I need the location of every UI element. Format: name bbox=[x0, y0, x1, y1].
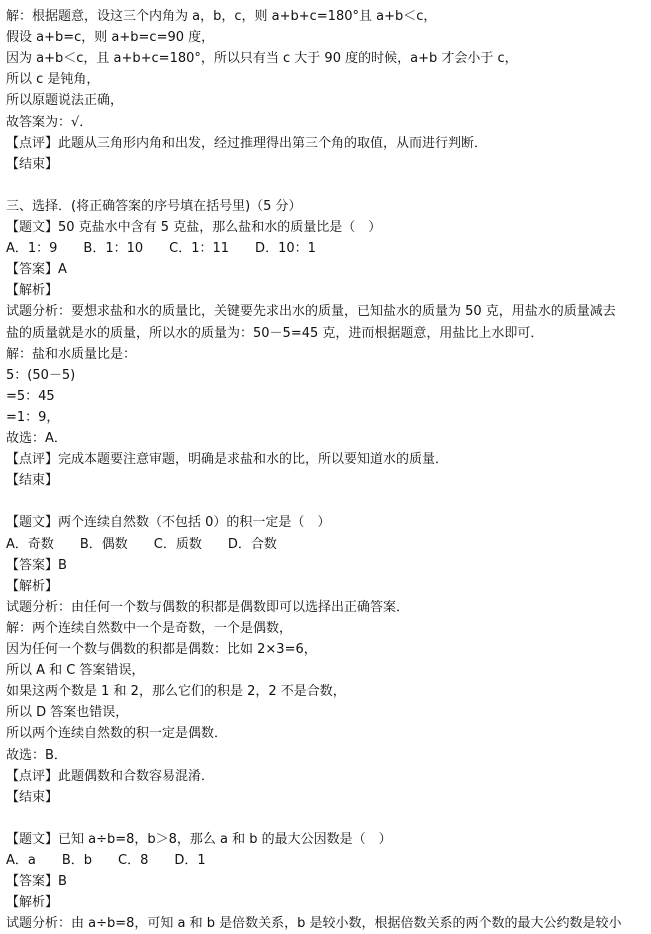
text-line: 试题分析：由 a÷b=8，可知 a 和 b 是倍数关系，b 是较小数，根据倍数关系的两个数的最大公约数是较小 bbox=[6, 916, 622, 932]
text-line: =5：45 bbox=[6, 388, 55, 404]
text-line: 故选：A． bbox=[6, 431, 67, 446]
text-line bbox=[6, 808, 647, 829]
text-line: 【解析】 bbox=[6, 895, 59, 911]
text-line: 【答案】A bbox=[6, 262, 67, 278]
text-line: 解：盐和水质量比是： bbox=[6, 346, 137, 362]
text-line: 5：(50－5) bbox=[6, 367, 76, 383]
text-line: A．a B．b C．8 D．1 bbox=[6, 853, 206, 868]
text-line: 【解析】 bbox=[6, 578, 59, 594]
text-line bbox=[6, 491, 647, 512]
text-line: 解：两个连续自然数中一个是奇数，一个是偶数， bbox=[6, 620, 293, 636]
text-line: 【题文】已知 a÷b=8，b＞8，那么 a 和 b 的最大公因数是（ ） bbox=[6, 831, 392, 847]
text-line: 因为 a+b＜c，且 a+b+c=180°，所以只有当 c 大于 90 度的时候，a+b 才会小于 c， bbox=[6, 51, 518, 67]
text-line: A．奇数 B．偶数 C．质数 D．合数 bbox=[6, 536, 277, 552]
text-line: 【答案】B bbox=[6, 874, 67, 890]
text-line: 【点评】此题从三角形内角和出发，经过推理得出第三个角的取值，从而进行判断． bbox=[6, 135, 488, 151]
text-line: 如果这两个数是 1 和 2，那么它们的积是 2，2 不是合数， bbox=[6, 684, 346, 700]
text-line: 【结束】 bbox=[6, 156, 59, 172]
text-line: 盐的质量就是水的质量，所以水的质量为：50－5=45 克，进而根据题意，用盐比上水即可． bbox=[6, 325, 544, 341]
text-line: 解：根据题意，设这三个内角为 a，b，c，则 a+b+c=180°且 a+b＜c， bbox=[6, 9, 437, 24]
text-line: 三、选择．(将正确答案的序号填在括号里)（5 分） bbox=[6, 198, 302, 214]
text-line: A．1：9 B．1：10 C．1：11 D．10：1 bbox=[6, 241, 316, 257]
text-line: 所以 D 答案也错误， bbox=[6, 705, 129, 721]
text-line: =1：9， bbox=[6, 409, 60, 425]
text-line: 【题文】两个连续自然数（不包括 0）的积一定是（ ） bbox=[6, 515, 331, 531]
text-line: 【题文】50 克盐水中含有 5 克盐，那么盐和水的质量比是（ ） bbox=[6, 220, 382, 235]
text-line: 所以 A 和 C 答案错误， bbox=[6, 663, 145, 679]
text-line: 【结束】 bbox=[6, 789, 59, 805]
text-line: 假设 a+b=c，则 a+b=c=90 度， bbox=[6, 30, 215, 46]
text-line: 试题分析：由任何一个数与偶数的积都是偶数即可以选择出正确答案． bbox=[6, 599, 410, 615]
text-line: 所以 c 是钝角， bbox=[6, 72, 100, 88]
text-line: 故答案为：√． bbox=[6, 114, 93, 130]
text-line: 【结束】 bbox=[6, 473, 59, 489]
text-line: 【点评】完成本题要注意审题，明确是求盐和水的比，所以要知道水的质量． bbox=[6, 452, 449, 468]
text-line: 【点评】此题偶数和合数容易混淆． bbox=[6, 768, 215, 784]
text-line: 试题分析：要想求盐和水的质量比，关键要先求出水的质量，已知盐水的质量为 50 克，用盐水的质量减去 bbox=[6, 304, 616, 320]
text-line: 因为任何一个数与偶数的积都是偶数：比如 2×3=6， bbox=[6, 642, 317, 657]
text-line: 所以两个连续自然数的积一定是偶数． bbox=[6, 726, 228, 742]
text-line: 所以原题说法正确， bbox=[6, 93, 124, 109]
text-line: 故选：B． bbox=[6, 747, 67, 763]
text-line: 【答案】B bbox=[6, 557, 67, 573]
text-line: 【解析】 bbox=[6, 283, 59, 299]
text-line bbox=[6, 175, 647, 196]
